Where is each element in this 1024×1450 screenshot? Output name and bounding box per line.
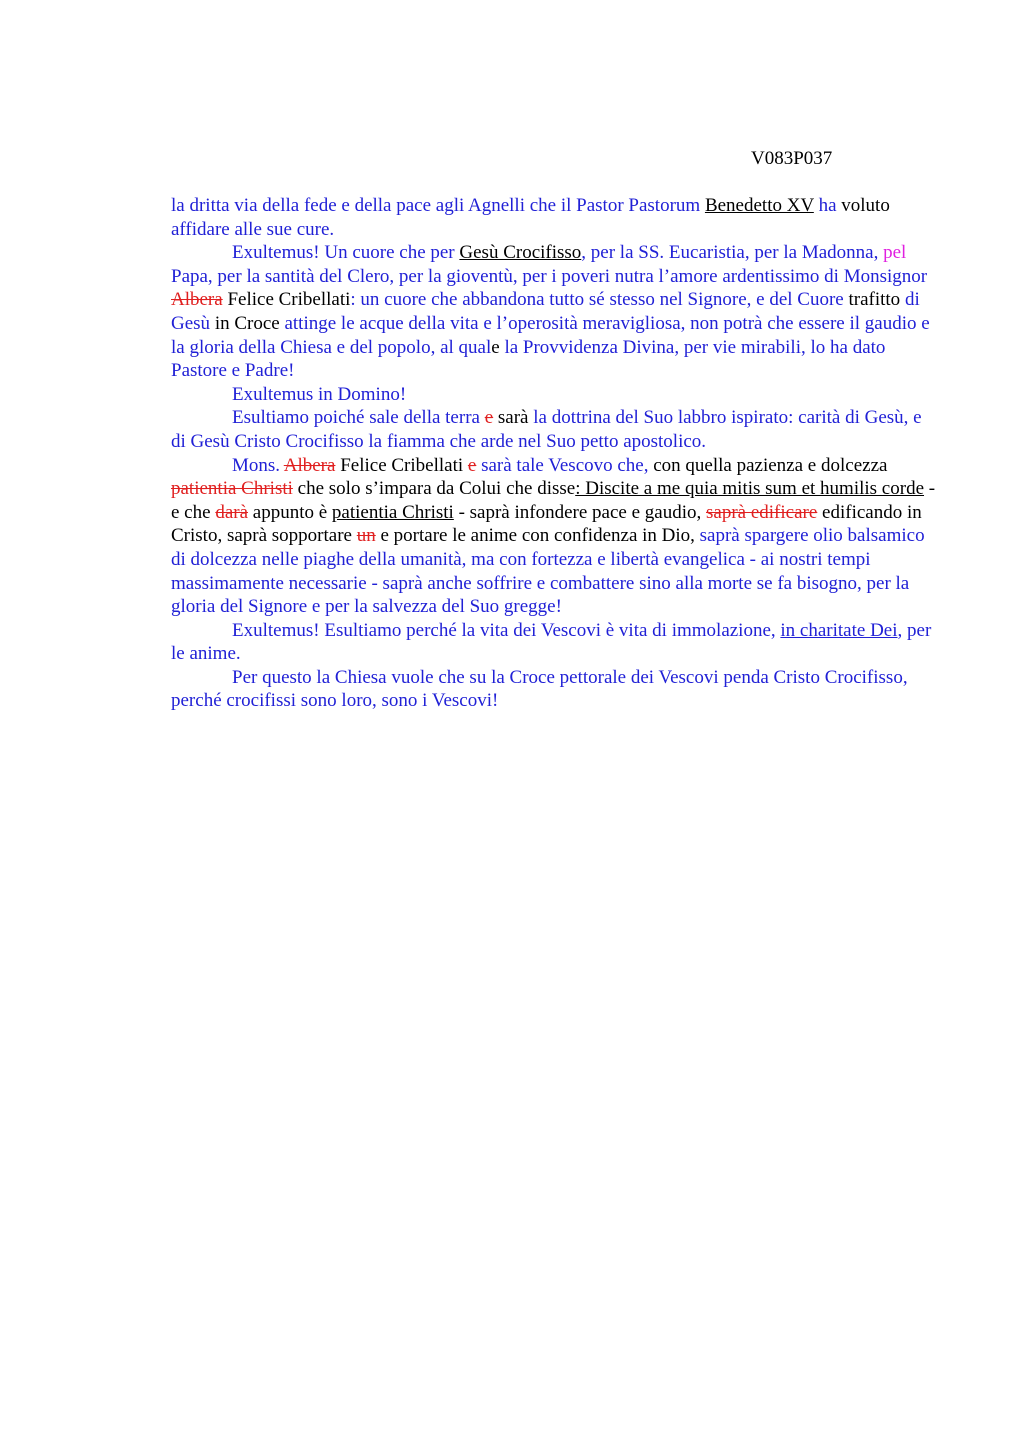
text-run: Per questo la Chiesa vuole che su la Croce pettorale dei Vescovi penda Cristo Crocifisso, perché crocifissi sono loro, sono i Vescovi!	[171, 666, 908, 712]
text-run: saprà spargere olio balsamico di dolcezza nelle piaghe della umanità, ma con fortezza e libertà evangelica - ai nostri tempi massimamente necessarie - saprà anche soffrire e combattere sino alla morte se fa bisogno, per la gloria del Signore e per la salvezza del Suo gregge!	[171, 525, 925, 618]
paragraph	[171, 383, 936, 407]
text-run: - e che	[171, 478, 936, 523]
struck-text: patientia Christi	[171, 478, 293, 500]
text-run: che solo s’impara da Colui che disse	[292, 478, 576, 500]
paragraph	[171, 194, 936, 241]
text-run: Felice Cribellati	[335, 454, 468, 476]
text-run: trafitto	[848, 289, 901, 311]
underlined-text: in charitate Dei	[780, 619, 898, 641]
struck-text: Albera	[171, 289, 223, 311]
struck-text: e	[467, 454, 477, 476]
text-run: , per le anime.	[171, 619, 932, 665]
text-run: appunto è	[248, 501, 332, 523]
underlined-text: Gesù Crocifisso	[459, 242, 582, 264]
paragraph	[171, 241, 936, 383]
text-run: la dottrina del Suo labbro ispirato: carità di Gesù, e di Gesù Cristo Crocifisso la fiamma che arde nel Suo petto apostolico.	[171, 407, 922, 452]
text-run: ha	[813, 195, 837, 216]
page-identifier: V083P037	[751, 148, 833, 169]
paragraph	[171, 406, 936, 453]
underlined-text: : Discite a me quia mitis sum et humilis corde	[575, 478, 925, 500]
struck-text: saprà edificare	[706, 501, 818, 523]
text-run: : un cuore che abbandona tutto sé stesso nel Signore, e del Cuore	[350, 289, 849, 311]
text-run: pel	[883, 242, 907, 264]
struck-text: un	[356, 525, 376, 547]
text-run: Exultemus! Esultiamo perché la vita dei Vescovi è vita di immolazione,	[232, 619, 781, 641]
text-run: Felice Cribellati	[222, 289, 351, 311]
text-run: affidare alle sue cure.	[171, 218, 335, 240]
paragraph	[171, 619, 936, 666]
text-run: , per la SS. Eucaristia, per la Madonna,	[581, 242, 884, 264]
text-run: sarà	[493, 407, 529, 429]
text-run: in Croce	[214, 312, 280, 334]
paragraph	[171, 454, 936, 619]
text-run: e	[491, 336, 500, 358]
text-run: - saprà infondere pace e gaudio,	[453, 501, 706, 523]
text-run: Exultemus in Domino!	[232, 383, 407, 405]
text-run: di Gesù	[171, 289, 920, 334]
text-run: Papa, per la santità del Clero, per la gioventù, per i poveri nutra l’amore ardentissimo di Monsignor	[171, 265, 928, 287]
struck-text: e	[484, 407, 494, 429]
document-body	[171, 194, 936, 713]
text-run: Esultiamo poiché sale della terra	[232, 407, 485, 429]
text-run: e portare le anime con confidenza in Dio,	[375, 525, 700, 547]
text-run: la dritta via della fede e della pace agli Agnelli che il Pastor Pastorum	[171, 195, 705, 216]
underlined-text: Benedetto XV	[704, 195, 814, 216]
struck-text: Albera	[283, 454, 336, 476]
struck-text: darà	[215, 501, 249, 523]
text-run: edificando in Cristo, saprà sopportare	[171, 501, 922, 547]
text-run: attinge le acque della vita e l’operosità meravigliosa, non potrà che essere il gaudio e la gloria della Chiesa e del popolo, al qual	[171, 312, 930, 358]
text-run: voluto	[836, 195, 890, 216]
text-run: sarà tale Vescovo che,	[476, 454, 649, 476]
text-run: con quella pazienza e dolcezza	[648, 454, 888, 476]
text-run: la Provvidenza Divina, per vie mirabili, lo ha dato Pastore e Padre!	[171, 336, 886, 382]
paragraph	[171, 666, 936, 713]
text-run: Exultemus! Un cuore che per	[232, 242, 460, 264]
underlined-text: patientia Christi	[331, 501, 454, 523]
text-run: Mons.	[232, 454, 284, 476]
